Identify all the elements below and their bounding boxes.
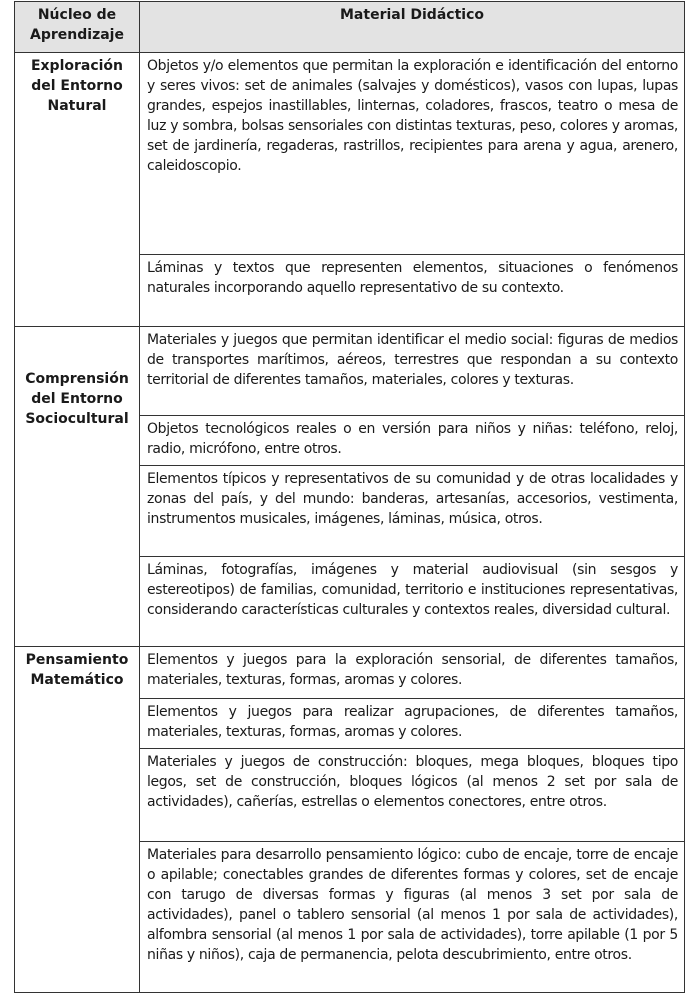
material-cell: Objetos y/o elementos que permitan la exploración e identificación del entorno y seres vivos: set de animales (salvajes y domésticos), vasos con lupas, lupas grandes, espejos inastillables, linternas, coladores, frascos, teatro o mesa de luz y sombra, bolsas sensoriales con distintas texturas, peso, colores y aromas, set de jardinería, regaderas, rastrillos, recipientes para arena y agua, arenero, caleidoscopio. [140,53,685,255]
material-cell: Elementos y juegos para realizar agrupaciones, de diferentes tamaños, materiales, texturas, formas, aromas y colores. [140,699,685,749]
material-didactico-table [14,1,685,993]
header-material: Material Didáctico [140,2,685,53]
header-nucleo: Núcleo de Aprendizaje [15,2,140,53]
nucleo-cell: Pensamiento Matemático [15,647,140,993]
material-cell: Láminas y textos que representen elementos, situaciones o fenómenos naturales incorporando aquello representativo de su contexto. [140,255,685,327]
material-cell: Materiales para desarrollo pensamiento lógico: cubo de encaje, torre de encaje o apilable; conectables grandes de diferentes formas y colores, set de encaje con tarugo de diversas formas y figuras (al menos 3 set por sala de actividades), panel o tablero sensorial (al menos 1 por sala de actividades), alfombra sensorial (al menos 1 por sala de actividades), torre apilable (1 por 5 niñas y niños), caja de permanencia, pelota descubrimiento, entre otros. [140,842,685,993]
material-cell: Materiales y juegos que permitan identificar el medio social: figuras de medios de transportes marítimos, aéreos, terrestres que respondan a su contexto territorial de diferentes tamaños, materiales, colores y texturas. [140,327,685,416]
material-cell: Objetos tecnológicos reales o en versión para niños y niñas: teléfono, reloj, radio, micrófono, entre otros. [140,416,685,466]
material-cell: Materiales y juegos de construcción: bloques, mega bloques, bloques tipo legos, set de construcción, bloques lógicos (al menos 2 set por sala de actividades), cañerías, estrellas o elementos conectores, entre otros. [140,749,685,842]
table-row [15,53,685,255]
material-cell: Elementos y juegos para la exploración sensorial, de diferentes tamaños, materiales, texturas, formas, aromas y colores. [140,647,685,699]
nucleo-cell: Exploración del Entorno Natural [15,53,140,327]
table-header-row [15,2,685,53]
nucleo-cell: Comprensión del Entorno Sociocultural [15,327,140,647]
material-cell: Elementos típicos y representativos de su comunidad y de otras localidades y zonas del país, y del mundo: banderas, artesanías, accesorios, vestimenta, instrumentos musicales, imágenes, láminas, música, otros. [140,466,685,557]
table-row [15,647,685,699]
material-cell: Láminas, fotografías, imágenes y material audiovisual (sin sesgos y estereotipos) de familias, comunidad, territorio e instituciones representativas, considerando características culturales y contextos reales, diversidad cultural. [140,557,685,647]
table-row [15,327,685,416]
